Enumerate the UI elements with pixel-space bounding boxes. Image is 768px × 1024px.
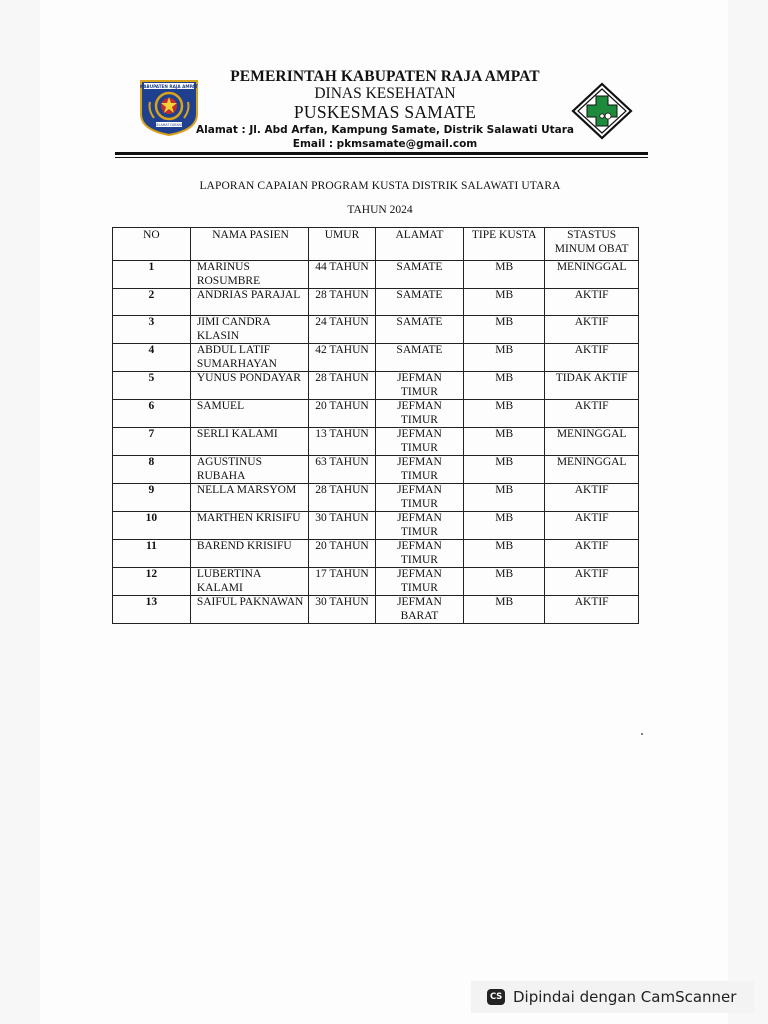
table-row — [113, 428, 639, 456]
cell-status: TIDAK AKTIF — [545, 372, 639, 400]
cell-status: AKTIF — [545, 344, 639, 372]
cell-umur: 28 TAHUN — [309, 372, 376, 400]
table-row — [113, 456, 639, 484]
letterhead-contact — [195, 123, 575, 151]
cell-no: 7 — [113, 428, 191, 456]
letterhead-rule-thick — [115, 152, 648, 155]
table-row — [113, 289, 639, 316]
cell-no: 5 — [113, 372, 191, 400]
cell-nama: SERLI KALAMI — [190, 428, 308, 456]
table-row — [113, 400, 639, 428]
patient-table — [112, 227, 639, 624]
camscanner-text: Dipindai dengan CamScanner — [513, 988, 737, 1006]
header-no: NO — [113, 228, 191, 261]
report-year: TAHUN 2024 — [347, 204, 413, 216]
cell-status: AKTIF — [545, 596, 639, 624]
cell-nama: SAIFUL PAKNAWAN — [190, 596, 308, 624]
cell-no: 10 — [113, 512, 191, 540]
puskesmas-logo-icon — [571, 82, 633, 140]
camscanner-watermark — [471, 981, 754, 1013]
table-row — [113, 540, 639, 568]
table-row — [113, 512, 639, 540]
cell-no: 1 — [113, 261, 191, 289]
cell-umur: 20 TAHUN — [309, 400, 376, 428]
cell-status: AKTIF — [545, 289, 639, 316]
cell-tipe: MB — [464, 456, 545, 484]
cell-no: 9 — [113, 484, 191, 512]
emblem-top-text: KABUPATEN RAJA AMPAT — [140, 84, 198, 89]
cell-nama: SAMUEL — [190, 400, 308, 428]
cell-umur: 17 TAHUN — [309, 568, 376, 596]
cell-no: 6 — [113, 400, 191, 428]
cell-umur: 30 TAHUN — [309, 596, 376, 624]
cell-alamat: JEFMAN TIMUR — [375, 540, 463, 568]
cell-status: MENINGGAL — [545, 428, 639, 456]
report-title: LAPORAN CAPAIAN PROGRAM KUSTA DISTRIK SALAWATI UTARA — [199, 180, 561, 192]
cell-status: AKTIF — [545, 512, 639, 540]
cell-tipe: MB — [464, 428, 545, 456]
cell-tipe: MB — [464, 261, 545, 289]
cell-tipe: MB — [464, 596, 545, 624]
cell-alamat: SAMATE — [375, 261, 463, 289]
cell-status: AKTIF — [545, 400, 639, 428]
table-row — [113, 316, 639, 344]
cell-status: AKTIF — [545, 568, 639, 596]
letterhead-rule-thin — [115, 157, 648, 158]
table-body — [113, 261, 639, 624]
cell-status: MENINGGAL — [545, 456, 639, 484]
cell-no: 4 — [113, 344, 191, 372]
cell-alamat: SAMATE — [375, 316, 463, 344]
cell-nama: ABDUL LATIF SUMARHAYAN — [190, 344, 308, 372]
cell-status: MENINGGAL — [545, 261, 639, 289]
letterhead-text — [215, 68, 555, 122]
cell-status: AKTIF — [545, 316, 639, 344]
cell-alamat: JEFMAN TIMUR — [375, 484, 463, 512]
cell-tipe: MB — [464, 316, 545, 344]
cell-no: 2 — [113, 289, 191, 316]
email-line: Email : pkmsamate@gmail.com — [292, 138, 478, 150]
cell-umur: 13 TAHUN — [309, 428, 376, 456]
table-row — [113, 344, 639, 372]
cell-alamat: SAMATE — [375, 344, 463, 372]
cell-alamat: JEFMAN TIMUR — [375, 512, 463, 540]
cell-nama: MARINUS ROSUMBRE — [190, 261, 308, 289]
header-alamat: ALAMAT — [375, 228, 463, 261]
header-tipe: TIPE KUSTA — [464, 228, 545, 261]
cell-no: 11 — [113, 540, 191, 568]
government-name: PEMERINTAH KABUPATEN RAJA AMPAT — [230, 68, 540, 85]
cell-tipe: MB — [464, 540, 545, 568]
cell-alamat: JEFMAN BARAT — [375, 596, 463, 624]
cell-alamat: JEFMAN TIMUR — [375, 428, 463, 456]
cell-umur: 28 TAHUN — [309, 289, 376, 316]
table-row — [113, 484, 639, 512]
cell-nama: AGUSTINUS RUBAHA — [190, 456, 308, 484]
table-header-row — [113, 228, 639, 261]
cell-tipe: MB — [464, 289, 545, 316]
cell-umur: 28 TAHUN — [309, 484, 376, 512]
cell-umur: 24 TAHUN — [309, 316, 376, 344]
cell-alamat: JEFMAN TIMUR — [375, 568, 463, 596]
camscanner-icon: CS — [487, 989, 505, 1005]
cell-nama: YUNUS PONDAYAR — [190, 372, 308, 400]
cell-umur: 30 TAHUN — [309, 512, 376, 540]
cell-nama: NELLA MARSYOM — [190, 484, 308, 512]
scan-speck — [641, 733, 643, 735]
cell-umur: 42 TAHUN — [309, 344, 376, 372]
table-row — [113, 372, 639, 400]
cell-no: 13 — [113, 596, 191, 624]
letterhead — [0, 0, 768, 160]
cell-umur: 20 TAHUN — [309, 540, 376, 568]
cell-no: 8 — [113, 456, 191, 484]
emblem-bottom-text: SELAMAT DATANG — [154, 123, 184, 127]
cell-status: AKTIF — [545, 540, 639, 568]
cell-tipe: MB — [464, 512, 545, 540]
cell-nama: LUBERTINA KALAMI — [190, 568, 308, 596]
raja-ampat-emblem-icon — [138, 78, 200, 136]
cell-status: AKTIF — [545, 484, 639, 512]
header-umur: UMUR — [309, 228, 376, 261]
cell-no: 12 — [113, 568, 191, 596]
address-line: Alamat : Jl. Abd Arfan, Kampung Samate, Distrik Salawati Utara — [196, 124, 574, 136]
table-row — [113, 261, 639, 289]
cell-umur: 63 TAHUN — [309, 456, 376, 484]
cell-nama: JIMI CANDRA KLASIN — [190, 316, 308, 344]
cell-nama: MARTHEN KRISIFU — [190, 512, 308, 540]
puskesmas-name: PUSKESMAS SAMATE — [293, 102, 477, 122]
table-row — [113, 596, 639, 624]
cell-no: 3 — [113, 316, 191, 344]
cell-tipe: MB — [464, 484, 545, 512]
cell-alamat: JEFMAN TIMUR — [375, 372, 463, 400]
header-nama: NAMA PASIEN — [190, 228, 308, 261]
cell-alamat: JEFMAN TIMUR — [375, 400, 463, 428]
header-status: STASTUS MINUM OBAT — [545, 228, 639, 261]
cell-tipe: MB — [464, 400, 545, 428]
cell-umur: 44 TAHUN — [309, 261, 376, 289]
cell-tipe: MB — [464, 372, 545, 400]
cell-tipe: MB — [464, 568, 545, 596]
cell-nama: BAREND KRISIFU — [190, 540, 308, 568]
table-row — [113, 568, 639, 596]
department-name: DINAS KESEHATAN — [314, 85, 456, 102]
cell-tipe: MB — [464, 344, 545, 372]
cell-alamat: JEFMAN TIMUR — [375, 456, 463, 484]
cell-nama: ANDRIAS PARAJAL — [190, 289, 308, 316]
cell-alamat: SAMATE — [375, 289, 463, 316]
